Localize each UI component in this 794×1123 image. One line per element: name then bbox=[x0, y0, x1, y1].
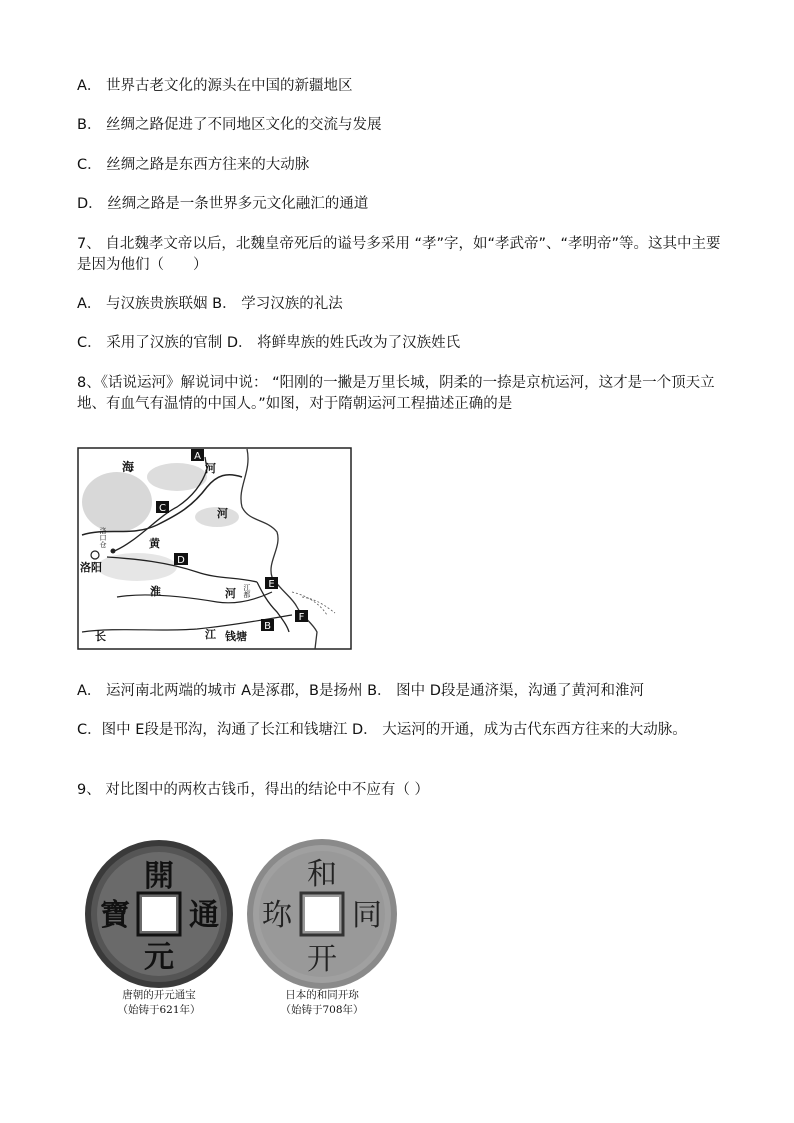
label-jiang: 江 bbox=[205, 628, 216, 641]
q7-options-ab: A． 与汉族贵族联姻 B． 学习汉族的礼法 bbox=[77, 296, 343, 312]
q6-option-c: C． 丝绸之路是东西方往来的大动脉 bbox=[77, 157, 310, 173]
label-huai: 淮 bbox=[150, 585, 161, 598]
luoyang-marker bbox=[91, 551, 99, 559]
label-luokou: 洛口仓 bbox=[99, 527, 107, 548]
label-chang: 长 bbox=[95, 630, 106, 643]
luokou-marker bbox=[111, 549, 116, 554]
coin2-char-right: 同 bbox=[352, 898, 382, 933]
coin2-char-top: 和 bbox=[307, 857, 337, 892]
marker-a bbox=[191, 449, 204, 462]
label-qiantang: 钱塘 bbox=[225, 630, 247, 643]
label-hai: 海 bbox=[122, 460, 135, 474]
marker-e bbox=[265, 577, 278, 590]
marker-d bbox=[174, 553, 188, 566]
q7-options-cd: C． 采用了汉族的官制 D． 将鲜卑族的姓氏改为了汉族姓氏 bbox=[77, 335, 461, 351]
coin2-char-left: 珎 bbox=[262, 898, 292, 933]
q8-options-ab: A． 运河南北两端的城市 A是涿郡，B是扬州 B． 图中 D段是通济渠，沟通了黄河和淮河 bbox=[77, 683, 644, 699]
svg-text:B: B bbox=[264, 621, 271, 632]
label-huang: 黄 bbox=[149, 537, 160, 550]
svg-text:C: C bbox=[159, 503, 166, 514]
label-he-1: 河 bbox=[205, 462, 216, 475]
coin1-date: （始铸于621年） bbox=[117, 1004, 201, 1016]
coin2-char-bottom: 开 bbox=[307, 942, 337, 977]
q6-option-d: D． 丝绸之路是一条世界多元文化融汇的通道 bbox=[77, 196, 369, 212]
coin1-char-bottom: 元 bbox=[144, 940, 174, 975]
q9-stem: 9、 对比图中的两枚古钱币，得出的结论中不应有（ ） bbox=[77, 782, 429, 798]
coin2-name: 日本的和同开珎 bbox=[285, 989, 359, 1001]
label-he-2: 河 bbox=[217, 507, 228, 520]
coin1-name: 唐朝的开元通宝 bbox=[122, 989, 196, 1001]
q8-options-cd: C．图中 E段是邗沟，沟通了长江和钱塘江 D． 大运河的开通，成为古代东西方往来的大动脉。 bbox=[77, 722, 687, 738]
label-he-3: 河 bbox=[225, 587, 236, 600]
q6-option-a: A． 世界古老文化的源头在中国的新疆地区 bbox=[77, 78, 353, 94]
marker-c bbox=[156, 501, 169, 514]
q6-option-b: B． 丝绸之路促进了不同地区文化的交流与发展 bbox=[77, 117, 382, 133]
marker-f bbox=[295, 610, 308, 623]
coin-wadokaichin bbox=[247, 839, 397, 989]
coins-figure bbox=[82, 832, 412, 1022]
marker-b bbox=[261, 619, 274, 632]
svg-text:A: A bbox=[194, 451, 201, 462]
q8-stem: 8、《话说运河》解说词中说： “阳刚的一撇是万里长城，阴柔的一捺是京杭运河，这才是一个顶天立地、有血气有温情的中国人。”如图，对于隋朝运河工程描述正确的是 bbox=[77, 375, 715, 412]
coin1-caption bbox=[89, 988, 229, 1018]
label-luoyang: 洛阳 bbox=[80, 561, 102, 574]
coin1-char-right: 通 bbox=[189, 898, 219, 933]
coins-image bbox=[82, 832, 412, 992]
label-jiangdu: 江都 bbox=[243, 584, 251, 598]
q7-stem: 7、 自北魏孝文帝以后，北魏皇帝死后的谥号多采用 “孝”字，如“孝武帝”、“孝明帝”等。这其中主要是因为他们（ ） bbox=[77, 236, 721, 273]
coin-kaiyuan bbox=[85, 840, 233, 988]
svg-text:D: D bbox=[177, 555, 185, 566]
coin1-char-left: 寶 bbox=[100, 898, 130, 933]
svg-text:F: F bbox=[298, 612, 305, 623]
canal-map bbox=[77, 447, 352, 650]
coin1-char-top: 開 bbox=[144, 859, 174, 894]
coin2-caption bbox=[252, 988, 392, 1018]
svg-text:E: E bbox=[268, 579, 275, 590]
coin2-date: （始铸于708年） bbox=[280, 1004, 364, 1016]
